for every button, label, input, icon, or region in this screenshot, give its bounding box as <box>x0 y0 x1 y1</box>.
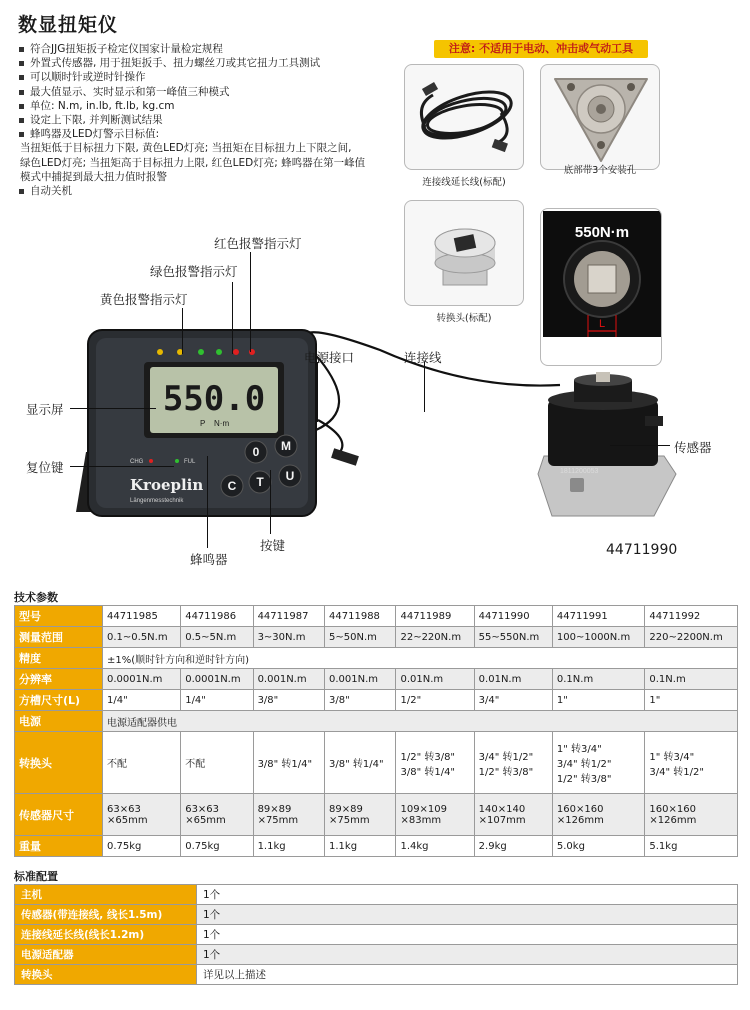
config-item-label: 转换头 <box>15 965 197 985</box>
spec-row <box>15 606 738 627</box>
spec-row <box>15 690 738 711</box>
adapter-caption: 转换头(标配) <box>436 313 492 324</box>
feature-item: 单位: N.m, in.lb, ft.lb, kg.cm <box>18 99 410 113</box>
base-photo <box>540 64 660 170</box>
spec-cell: 44711990 <box>474 606 552 627</box>
spec-cell: 3/8" <box>325 690 396 711</box>
display-label: 显示屏 <box>26 402 64 417</box>
spec-cell: 1" <box>645 690 738 711</box>
callout-line <box>70 408 156 409</box>
spec-cell: 电源适配器供电 <box>103 711 738 732</box>
unit-key-label: U <box>285 469 295 483</box>
spec-cell: 109×109 ×83mm <box>396 794 474 836</box>
feature-item: 设定上下限, 并判断测试结果 <box>18 113 410 127</box>
cable-caption: 连接线延长线(标配) <box>422 177 506 188</box>
spec-cell: 0.1N.m <box>552 669 645 690</box>
spec-table <box>14 605 738 857</box>
spec-cell: 0.1N.m <box>645 669 738 690</box>
spec-row-label: 测量范围 <box>15 627 103 648</box>
spec-row <box>15 794 738 836</box>
power-port-label: 电源接口 <box>304 350 355 365</box>
feature-detail-line: 模式中捕捉到最大扭力值时报警 <box>20 170 167 183</box>
ful-label: FUL <box>184 459 196 465</box>
spec-cell: 1" 转3/4" 3/4" 转1/2" <box>645 732 738 794</box>
spec-cell: 不配 <box>181 732 253 794</box>
spec-cell: 63×63 ×65mm <box>103 794 181 836</box>
spec-cell: 55~550N.m <box>474 627 552 648</box>
config-table <box>14 884 738 985</box>
spec-cell: 3/4" 转1/2" 1/2" 转3/8" <box>474 732 552 794</box>
spec-row-label: 传感器尺寸 <box>15 794 103 836</box>
spec-cell: 0.75kg <box>181 836 253 857</box>
spec-cell: 3/8" 转1/4" <box>325 732 396 794</box>
spec-cell: 140×140 ×107mm <box>474 794 552 836</box>
spec-row-label: 分辨率 <box>15 669 103 690</box>
config-item-value: 1个 <box>197 925 738 945</box>
brand-subtitle: Längenmesstechnik <box>130 498 184 504</box>
callout-line <box>182 308 183 354</box>
spec-cell: 3/8" 转1/4" <box>253 732 324 794</box>
feature-detail-line: 当扭矩低于目标扭力下限, 黄色LED灯亮; 当扭矩在目标扭力上下限之间, <box>20 142 352 155</box>
feature-item: 蜂鸣器及LED灯警示目标值: <box>18 127 410 141</box>
sensor-serial: 1811200053 <box>560 468 599 475</box>
callout-line <box>70 466 174 467</box>
lcd-value: 550.0 <box>162 379 266 419</box>
spec-cell: 5.1kg <box>645 836 738 857</box>
callout-line <box>610 445 670 446</box>
config-item-label: 电源适配器 <box>15 945 197 965</box>
spec-title: 技术参数 <box>14 591 58 604</box>
spec-row <box>15 648 738 669</box>
callout-line <box>232 282 233 354</box>
spec-cell: 0.01N.m <box>396 669 474 690</box>
spec-cell: 160×160 ×126mm <box>645 794 738 836</box>
spec-cell: 44711989 <box>396 606 474 627</box>
spec-cell: 100~1000N.m <box>552 627 645 648</box>
spec-cell: 2.9kg <box>474 836 552 857</box>
spec-cell: 160×160 ×126mm <box>552 794 645 836</box>
spec-cell: 0.001N.m <box>325 669 396 690</box>
brand-logo: Kroeplin <box>130 476 204 494</box>
spec-cell: 3~30N.m <box>253 627 324 648</box>
warning-banner: 注意: 不适用于电动、冲击或气动工具 <box>434 40 648 58</box>
config-item-label: 主机 <box>15 885 197 905</box>
sensor-label: 传感器 <box>674 440 712 455</box>
dimension-l-label: L <box>598 318 606 330</box>
spec-row-label: 精度 <box>15 648 103 669</box>
spec-cell: 1/4" <box>181 690 253 711</box>
mode-key-label: M <box>281 439 291 453</box>
cable-photo <box>404 64 524 170</box>
spec-cell: 44711988 <box>325 606 396 627</box>
spec-cell: 1/4" <box>103 690 181 711</box>
spec-cell: 44711985 <box>103 606 181 627</box>
spec-cell: 0.01N.m <box>474 669 552 690</box>
reset-key-label: C <box>227 479 237 493</box>
buzzer-label: 蜂鸣器 <box>190 552 228 567</box>
spec-row <box>15 732 738 794</box>
callout-line <box>207 456 208 548</box>
spec-cell: 5~50N.m <box>325 627 396 648</box>
callout-line <box>250 252 251 352</box>
feature-item: 自动关机 <box>18 184 410 198</box>
sensor-base-image <box>541 65 660 170</box>
base-caption: 底部带3个安装孔 <box>563 165 637 176</box>
spec-cell: 3/4" <box>474 690 552 711</box>
config-item-value: 1个 <box>197 905 738 925</box>
spec-cell: ±1%(顺时针方向和逆时针方向) <box>103 648 738 669</box>
spec-cell: 44711992 <box>645 606 738 627</box>
lcd-mode: P <box>200 419 206 428</box>
spec-cell: 63×63 ×65mm <box>181 794 253 836</box>
spec-cell: 0.5~5N.m <box>181 627 253 648</box>
spec-cell: 0.001N.m <box>253 669 324 690</box>
yellow-led-label: 黄色报警指示灯 <box>100 292 188 307</box>
device-illustration <box>0 220 750 570</box>
spec-cell: 44711991 <box>552 606 645 627</box>
red-led-label: 红色报警指示灯 <box>214 236 302 251</box>
spec-cell: 89×89 ×75mm <box>325 794 396 836</box>
callout-line <box>317 362 318 422</box>
spec-cell: 22~220N.m <box>396 627 474 648</box>
spec-cell: 3/8" <box>253 690 324 711</box>
lcd-unit: N·m <box>214 419 230 428</box>
spec-cell: 0.75kg <box>103 836 181 857</box>
config-item-label: 传感器(带连接线, 线长1.5m) <box>15 905 197 925</box>
callout-line <box>424 362 425 412</box>
spec-cell: 5.0kg <box>552 836 645 857</box>
feature-detail-line: 绿色LED灯亮; 当扭矩高于目标扭力上限, 红色LED灯亮; 蜂鸣器在第一峰值 <box>20 156 366 169</box>
feature-item: 外置式传感器, 用于扭矩扳手、扭力螺丝刀或其它扭力工具测试 <box>18 56 410 70</box>
spec-row-label: 方槽尺寸(L) <box>15 690 103 711</box>
config-row <box>15 925 738 945</box>
spec-row <box>15 669 738 690</box>
reset-key-callout: 复位键 <box>26 460 64 475</box>
spec-cell: 89×89 ×75mm <box>253 794 324 836</box>
cable-label: 连接线 <box>404 350 442 365</box>
spec-cell: 1/2" <box>396 690 474 711</box>
feature-item: 最大值显示、实时显示和第一峰值三种模式 <box>18 85 410 99</box>
spec-row-label: 重量 <box>15 836 103 857</box>
spec-cell: 44711987 <box>253 606 324 627</box>
spec-cell: 1/2" 转3/8" 3/8" 转1/4" <box>396 732 474 794</box>
spec-row <box>15 836 738 857</box>
feature-list <box>18 42 410 198</box>
config-item-label: 连接线延长线(线长1.2m) <box>15 925 197 945</box>
spec-cell: 1.1kg <box>325 836 396 857</box>
spec-cell: 1.4kg <box>396 836 474 857</box>
page-title: 数显扭矩仪 <box>18 14 119 36</box>
chg-label: CHG <box>130 459 144 465</box>
spec-cell: 1.1kg <box>253 836 324 857</box>
feature-item: 可以顺时针或逆时针操作 <box>18 70 410 84</box>
usb-cable-image <box>405 65 524 170</box>
spec-cell: 0.0001N.m <box>103 669 181 690</box>
green-led-label: 绿色报警指示灯 <box>150 264 238 279</box>
spec-row-label: 转换头 <box>15 732 103 794</box>
config-row <box>15 965 738 985</box>
config-title: 标准配置 <box>14 870 58 883</box>
target-key-label: T <box>256 475 264 489</box>
spec-cell: 1" 转3/4" 3/4" 转1/2" 1/2" 转3/8" <box>552 732 645 794</box>
zero-key-label: 0 <box>252 445 260 459</box>
spec-cell: 0.0001N.m <box>181 669 253 690</box>
config-row <box>15 905 738 925</box>
feature-item: 符合JJG扭矩扳子检定仪国家计量检定规程 <box>18 42 410 56</box>
spec-cell: 44711986 <box>181 606 253 627</box>
config-item-value: 详见以上描述 <box>197 965 738 985</box>
keys-label: 按键 <box>260 538 286 553</box>
spec-row <box>15 627 738 648</box>
config-row <box>15 885 738 905</box>
sensor-torque-label: 550N·m <box>574 224 630 241</box>
spec-row-label: 型号 <box>15 606 103 627</box>
spec-cell: 1" <box>552 690 645 711</box>
spec-cell: 不配 <box>103 732 181 794</box>
config-item-value: 1个 <box>197 885 738 905</box>
model-number: 44711990 <box>606 542 678 558</box>
spec-cell: 220~2200N.m <box>645 627 738 648</box>
spec-row <box>15 711 738 732</box>
callout-line <box>270 470 271 534</box>
spec-row-label: 电源 <box>15 711 103 732</box>
spec-cell: 0.1~0.5N.m <box>103 627 181 648</box>
config-item-value: 1个 <box>197 945 738 965</box>
config-row <box>15 945 738 965</box>
